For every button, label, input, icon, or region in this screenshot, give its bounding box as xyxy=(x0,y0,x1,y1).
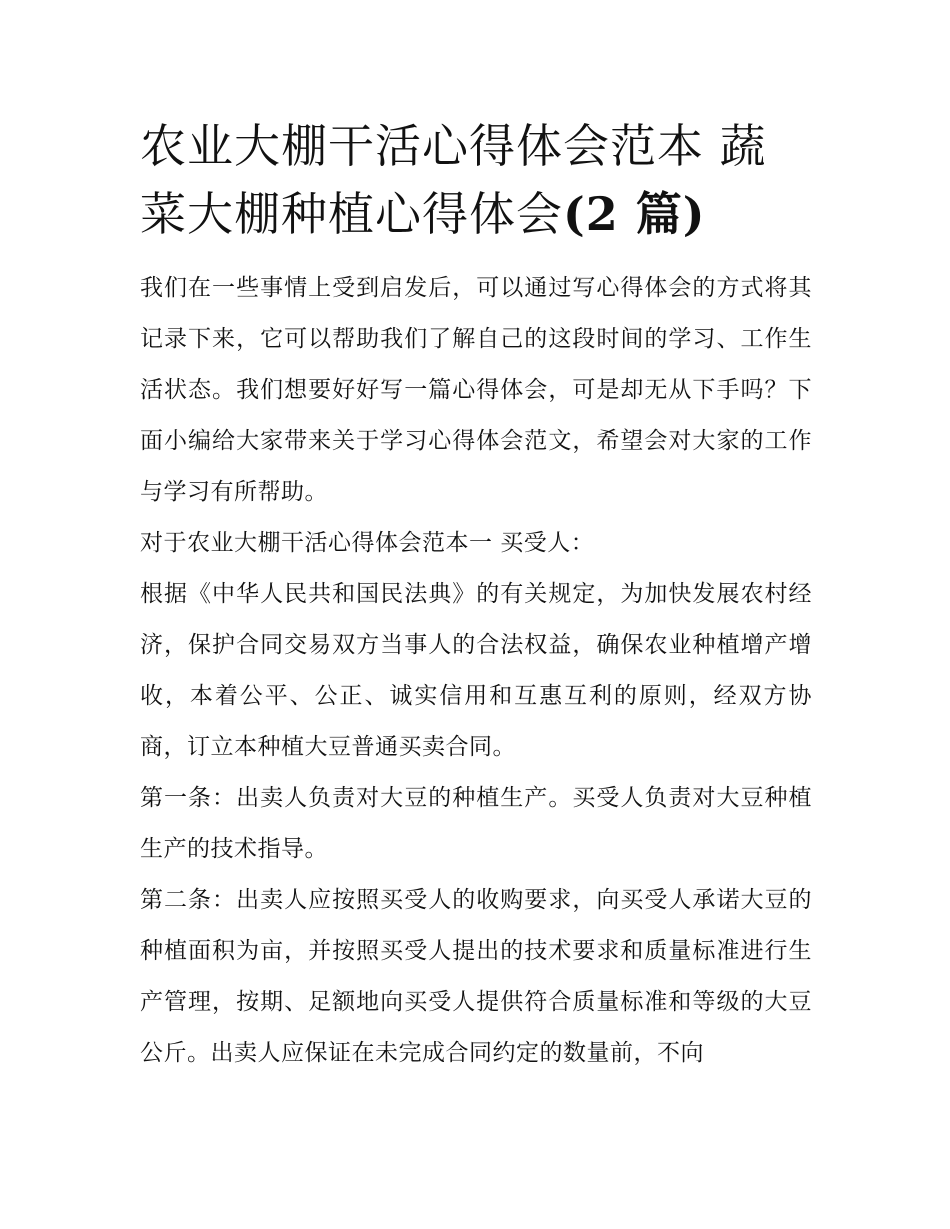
title-main-text: 农业大棚干活心得体会范本 蔬菜大棚种植心得体会 xyxy=(140,119,767,241)
article-one-paragraph: 第一条：出卖人负责对大豆的种植生产。买受人负责对大豆种植生产的技术指导。 xyxy=(140,785,812,862)
section-heading-paragraph: 对于农业大棚干活心得体会范本一 买受人： xyxy=(140,530,595,556)
title-suffix-text: (2 篇) xyxy=(563,187,706,241)
intro-paragraph: 我们在一些事情上受到启发后，可以通过写心得体会的方式将其记录下来，它可以帮助我们了解自己的这段时间的学习、工作生活状态。我们想要好好写一篇心得体会，可是却无从下手吗？下面小编给大家带来关于学习心得体会范文，希望会对大家的工作与学习有所帮助。 xyxy=(140,275,812,505)
document-page xyxy=(140,112,812,1079)
document-title xyxy=(140,112,812,248)
article-two-paragraph: 第二条：出卖人应按照买受人的收购要求，向买受人承诺大豆的种植面积为亩，并按照买受人提出的技术要求和质量标准进行生产管理，按期、足额地向买受人提供符合质量标准和等级的大豆公斤。出卖人应保证在未完成合同约定的数量前，不向 xyxy=(140,887,812,1066)
contract-preamble-paragraph: 根据《中华人民共和国民法典》的有关规定，为加快发展农村经济，保护合同交易双方当事人的合法权益，确保农业种植增产增收，本着公平、公正、诚实信用和互惠互利的原则，经双方协商，订立本种植大豆普通买卖合同。 xyxy=(140,581,812,760)
